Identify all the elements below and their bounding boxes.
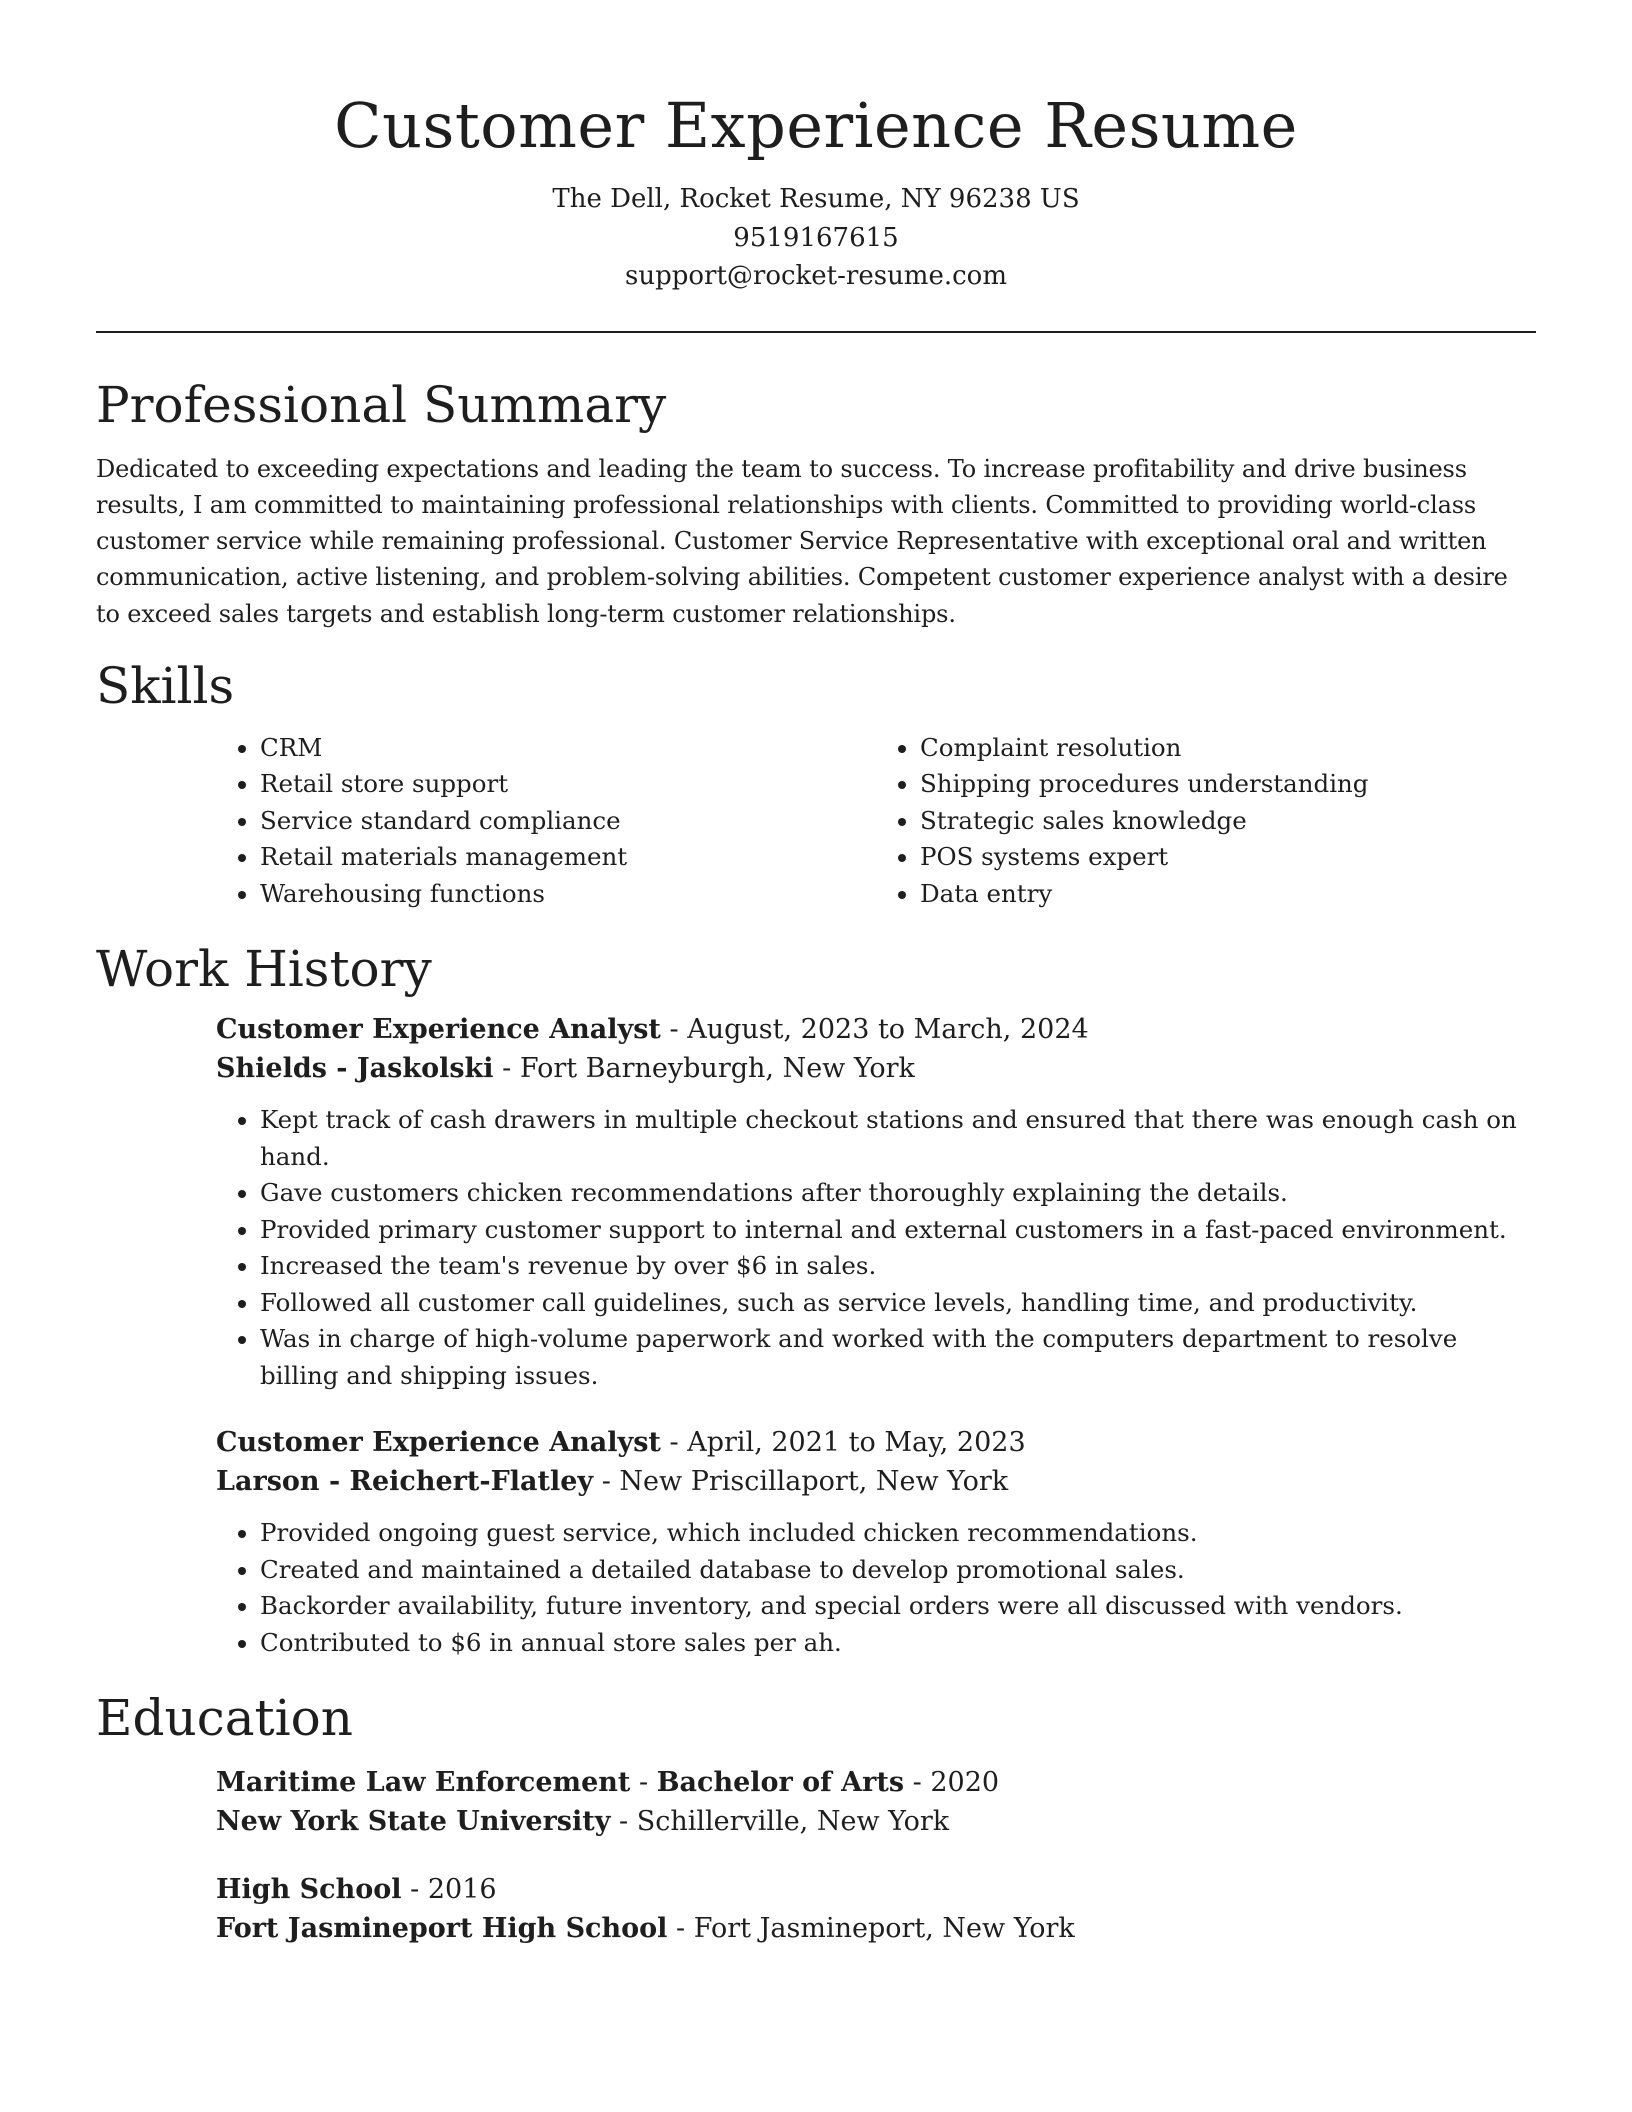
skill-item: • Retail materials management bbox=[260, 839, 876, 876]
education-year: 2016 bbox=[427, 1874, 497, 1906]
education-entry bbox=[216, 1764, 1536, 1841]
skill-item: • POS systems expert bbox=[920, 839, 1536, 876]
job-duty: • Contributed to $6 in annual store sales per ah. bbox=[260, 1625, 1536, 1662]
separator: - bbox=[669, 1014, 688, 1046]
summary-text: Dedicated to exceeding expectations and leading the team to success. To increase profitability and drive business results, I am committed to maintaining professional relationships with clients. Committed to providing world-class customer service while remaining professional. Customer Service Representative with exceptional oral and written communication, active listening, and problem-solving abilities. Competent customer experience analyst with a desire to exceed sales targets and establish long-term customer relationships. bbox=[96, 454, 1508, 628]
education-school: Fort Jasmineport High School bbox=[216, 1912, 668, 1944]
skills-list-right bbox=[876, 730, 1536, 913]
education-location: Fort Jasmineport, New York bbox=[693, 1912, 1075, 1944]
job-entry bbox=[216, 1424, 1536, 1501]
resume-title: Customer Experience Resume bbox=[334, 89, 1298, 162]
education-year: 2020 bbox=[930, 1767, 1000, 1799]
job-entry bbox=[216, 1011, 1536, 1088]
job-position: Customer Experience Analyst bbox=[216, 1427, 661, 1459]
email: support@rocket-resume.com bbox=[624, 261, 1007, 291]
separator: - bbox=[601, 1465, 620, 1497]
job-company: Shields - Jaskolski bbox=[216, 1052, 494, 1084]
job-organization bbox=[216, 1463, 1536, 1502]
skill-item: • Shipping procedures understanding bbox=[920, 766, 1536, 803]
job-heading bbox=[216, 1424, 1536, 1463]
skill-item: • Service standard compliance bbox=[260, 803, 876, 840]
job-heading bbox=[216, 1011, 1536, 1050]
job-dates: April, 2021 to May, 2023 bbox=[687, 1427, 1026, 1459]
education-degree: Bachelor of Arts bbox=[656, 1767, 905, 1799]
education-school: New York State University bbox=[216, 1805, 611, 1837]
job-location: Fort Barneyburgh, New York bbox=[519, 1052, 915, 1084]
skills-list-left bbox=[216, 730, 876, 913]
resume-header bbox=[96, 0, 1536, 296]
job-duty: • Provided primary customer support to internal and external customers in a fast-paced environment. bbox=[260, 1212, 1536, 1249]
skills-heading: Skills bbox=[96, 656, 235, 715]
education-heading-line bbox=[216, 1764, 1536, 1803]
address: The Dell, Rocket Resume, NY 96238 US bbox=[552, 184, 1080, 214]
separator: - bbox=[669, 1427, 688, 1459]
job-location: New Priscillaport, New York bbox=[619, 1465, 1009, 1497]
skills-grid bbox=[216, 730, 1536, 913]
education-school-line bbox=[216, 1910, 1536, 1949]
education-location: Schillerville, New York bbox=[636, 1805, 950, 1837]
job-duties-list bbox=[216, 1102, 1536, 1394]
skill-item: • Strategic sales knowledge bbox=[920, 803, 1536, 840]
education-heading-line bbox=[216, 1871, 1536, 1910]
education-school-line bbox=[216, 1803, 1536, 1842]
education-field: High School bbox=[216, 1874, 402, 1906]
separator: - bbox=[676, 1912, 694, 1944]
education-heading: Education bbox=[96, 1689, 353, 1748]
contact-info bbox=[96, 180, 1536, 296]
separator: - bbox=[638, 1767, 657, 1799]
job-organization bbox=[216, 1050, 1536, 1089]
job-company: Larson - Reichert-Flatley bbox=[216, 1465, 594, 1497]
separator: - bbox=[619, 1805, 637, 1837]
job-position: Customer Experience Analyst bbox=[216, 1014, 661, 1046]
work-history-heading: Work History bbox=[96, 940, 432, 999]
skill-item: • Warehousing functions bbox=[260, 876, 876, 913]
job-duty: • Backorder availability, future inventory, and special orders were all discussed with vendors. bbox=[260, 1588, 1536, 1625]
job-duty: • Provided ongoing guest service, which included chicken recommendations. bbox=[260, 1515, 1536, 1552]
skills-section bbox=[96, 654, 1536, 913]
work-history-section bbox=[96, 937, 1536, 1661]
job-duty: • Was in charge of high-volume paperwork and worked with the computers department to resolve billing and shipping issues. bbox=[260, 1321, 1536, 1394]
separator: - bbox=[410, 1874, 428, 1906]
skill-item: • CRM bbox=[260, 730, 876, 767]
job-duty: • Kept track of cash drawers in multiple checkout stations and ensured that there was enough cash on hand. bbox=[260, 1102, 1536, 1175]
education-section bbox=[96, 1686, 1536, 1948]
skill-item: • Complaint resolution bbox=[920, 730, 1536, 767]
skill-item: • Data entry bbox=[920, 876, 1536, 913]
job-duty: • Increased the team's revenue by over $6 in sales. bbox=[260, 1248, 1536, 1285]
job-duties-list bbox=[216, 1515, 1536, 1661]
job-duty: • Created and maintained a detailed database to develop promotional sales. bbox=[260, 1552, 1536, 1589]
summary-heading: Professional Summary bbox=[96, 375, 667, 434]
job-dates: August, 2023 to March, 2024 bbox=[687, 1014, 1089, 1046]
job-duty: • Followed all customer call guidelines, such as service levels, handling time, and productivity. bbox=[260, 1285, 1536, 1322]
job-duty: • Gave customers chicken recommendations after thoroughly explaining the details. bbox=[260, 1175, 1536, 1212]
education-entry bbox=[216, 1871, 1536, 1948]
separator: - bbox=[502, 1052, 520, 1084]
header-divider bbox=[96, 331, 1536, 333]
summary-section bbox=[96, 373, 1536, 632]
skill-item: • Retail store support bbox=[260, 766, 876, 803]
education-field: Maritime Law Enforcement bbox=[216, 1767, 631, 1799]
phone: 9519167615 bbox=[733, 222, 899, 253]
separator: - bbox=[912, 1767, 931, 1799]
